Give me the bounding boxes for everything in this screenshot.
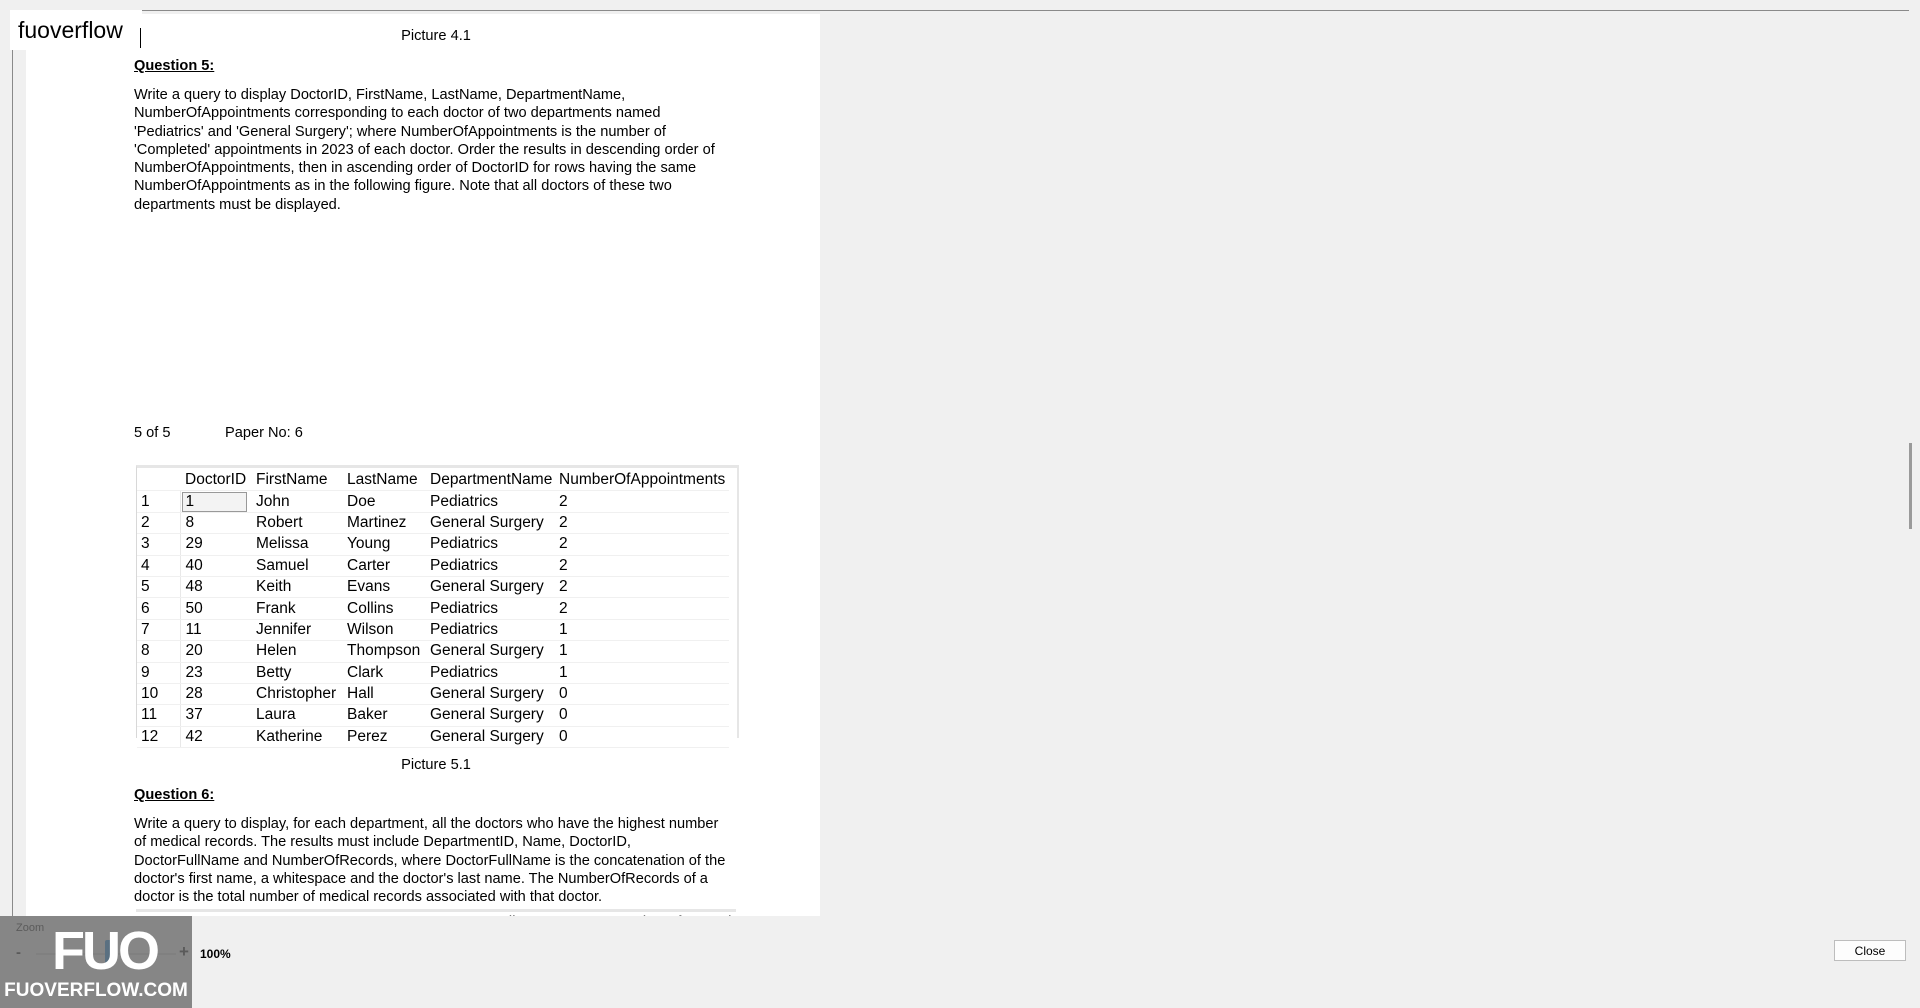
table-cell[interactable]: 0 bbox=[554, 726, 729, 747]
table-cell[interactable]: 1 bbox=[554, 662, 729, 683]
vertical-scrollbar-thumb[interactable] bbox=[1909, 443, 1912, 529]
table-cell[interactable]: Clark bbox=[342, 662, 425, 683]
table-cell[interactable]: John bbox=[251, 491, 342, 512]
table-cell[interactable]: 2 bbox=[554, 555, 729, 576]
selected-cell[interactable]: 1 bbox=[182, 492, 247, 512]
table-cell[interactable]: 2 bbox=[554, 598, 729, 619]
table-cell[interactable]: 23 bbox=[180, 662, 251, 683]
col-departmentname: DepartmentName bbox=[425, 468, 554, 491]
table-cell[interactable]: Hall bbox=[342, 683, 425, 704]
table-cell[interactable]: General Surgery bbox=[425, 726, 554, 747]
table-cell[interactable] bbox=[180, 491, 251, 512]
table-row[interactable] bbox=[137, 576, 729, 597]
table-cell[interactable]: Carter bbox=[342, 555, 425, 576]
row-number[interactable]: 6 bbox=[137, 598, 180, 619]
table-cell[interactable]: General Surgery bbox=[425, 683, 554, 704]
caption-picture-4-1: Picture 4.1 bbox=[401, 28, 471, 44]
paper-number: Paper No: 6 bbox=[225, 425, 303, 441]
table-row[interactable] bbox=[137, 662, 729, 683]
pdf-page bbox=[26, 14, 820, 917]
row-number[interactable]: 5 bbox=[137, 576, 180, 597]
text-caret-icon bbox=[140, 28, 141, 48]
document-viewer[interactable] bbox=[12, 10, 1909, 917]
table-cell[interactable]: Perez bbox=[342, 726, 425, 747]
table-cell[interactable]: 29 bbox=[180, 534, 251, 555]
row-number[interactable]: 8 bbox=[137, 641, 180, 662]
table-cell[interactable]: General Surgery bbox=[425, 705, 554, 726]
table-cell[interactable]: Thompson bbox=[342, 641, 425, 662]
col-doctorid: DoctorID bbox=[180, 468, 251, 491]
table-cell[interactable]: Pediatrics bbox=[425, 619, 554, 640]
table-cell[interactable]: 2 bbox=[554, 491, 729, 512]
table-cell[interactable]: Evans bbox=[342, 576, 425, 597]
table-cell[interactable]: Baker bbox=[342, 705, 425, 726]
row-number[interactable]: 7 bbox=[137, 619, 180, 640]
table-cell[interactable]: 2 bbox=[554, 576, 729, 597]
table-cell[interactable]: Katherine bbox=[251, 726, 342, 747]
row-number[interactable]: 12 bbox=[137, 726, 180, 747]
row-number[interactable]: 10 bbox=[137, 683, 180, 704]
table-cell[interactable]: Pediatrics bbox=[425, 662, 554, 683]
table-cell[interactable]: 0 bbox=[554, 683, 729, 704]
table-cell[interactable]: General Surgery bbox=[425, 641, 554, 662]
row-number[interactable]: 1 bbox=[137, 491, 180, 512]
question-5-text: Write a query to display DoctorID, FirstName, LastName, DepartmentName, NumberOfAppointments corresponding to each doctor of two departments named 'Pediatrics' and 'General Surgery'; where NumberOfAppointments is the number of 'Completed' appointments in 2023 of each doctor. Order the results in descending order of NumberOfAppointments, then in ascending order of DoctorID for rows having the same NumberOfAppointments as in the following figure. Note that all doctors of these two departments must be displayed. bbox=[134, 87, 715, 213]
table-row[interactable] bbox=[137, 598, 729, 619]
table-cell[interactable]: Frank bbox=[251, 598, 342, 619]
table-cell[interactable]: 11 bbox=[180, 619, 251, 640]
table-row[interactable] bbox=[137, 534, 729, 555]
row-number[interactable]: 2 bbox=[137, 512, 180, 533]
table-cell[interactable]: Wilson bbox=[342, 619, 425, 640]
table-cell[interactable]: Pediatrics bbox=[425, 491, 554, 512]
result-grid bbox=[136, 465, 739, 745]
table-cell[interactable]: General Surgery bbox=[425, 512, 554, 533]
table-cell[interactable]: 20 bbox=[180, 641, 251, 662]
table-row[interactable] bbox=[137, 555, 729, 576]
table-cell[interactable]: 0 bbox=[554, 705, 729, 726]
table-cell[interactable]: Samuel bbox=[251, 555, 342, 576]
table-cell[interactable]: Betty bbox=[251, 662, 342, 683]
table-cell[interactable]: Martinez bbox=[342, 512, 425, 533]
question-6-text: Write a query to display, for each department, all the doctors who have the highest number of medical records. The results must include DepartmentID, Name, DoctorID, DoctorFullName and NumberOfRecords, where DoctorFullName is the concatenation of the doctor's first name, a whitespace and the doctor's last name. The NumberOfRecords of a doctor is the total number of medical records associated with that doctor. bbox=[134, 816, 726, 906]
table-cell[interactable]: 1 bbox=[554, 619, 729, 640]
table-cell[interactable]: 1 bbox=[554, 641, 729, 662]
table-cell[interactable]: Christopher bbox=[251, 683, 342, 704]
grid-header-row bbox=[137, 468, 729, 491]
table-cell[interactable]: General Surgery bbox=[425, 576, 554, 597]
bottom-toolbar bbox=[0, 916, 1920, 1008]
close-button[interactable]: Close bbox=[1834, 940, 1906, 961]
table-cell[interactable]: 42 bbox=[180, 726, 251, 747]
table-cell[interactable]: 37 bbox=[180, 705, 251, 726]
table-row[interactable] bbox=[137, 683, 729, 704]
row-number[interactable]: 4 bbox=[137, 555, 180, 576]
app-title: fuoverflow bbox=[10, 10, 142, 50]
table-cell[interactable]: 40 bbox=[180, 555, 251, 576]
question-6-heading: Question 6: bbox=[134, 787, 215, 803]
table-cell[interactable]: Pediatrics bbox=[425, 534, 554, 555]
table-cell[interactable]: Jennifer bbox=[251, 619, 342, 640]
page-number: 5 of 5 bbox=[134, 425, 171, 441]
watermark-logo-mark: FUO bbox=[52, 921, 157, 981]
table-row[interactable] bbox=[137, 726, 729, 747]
table-cell[interactable]: Young bbox=[342, 534, 425, 555]
row-number[interactable]: 11 bbox=[137, 705, 180, 726]
row-number[interactable]: 9 bbox=[137, 662, 180, 683]
col-numberofappointments: NumberOfAppointments bbox=[554, 468, 729, 491]
table-cell[interactable]: Pediatrics bbox=[425, 555, 554, 576]
table-cell[interactable]: Pediatrics bbox=[425, 598, 554, 619]
question-5-heading: Question 5: bbox=[134, 58, 215, 74]
table-cell[interactable]: 2 bbox=[554, 534, 729, 555]
table-cell[interactable]: Robert bbox=[251, 512, 342, 533]
table-row[interactable] bbox=[137, 641, 729, 662]
table-cell[interactable]: Collins bbox=[342, 598, 425, 619]
table-row[interactable] bbox=[137, 491, 729, 512]
table-cell[interactable]: Helen bbox=[251, 641, 342, 662]
watermark-text: FUOVERFLOW.COM bbox=[4, 980, 188, 1001]
watermark-logo bbox=[0, 916, 192, 1008]
table-cell[interactable]: Laura bbox=[251, 705, 342, 726]
col-firstname: FirstName bbox=[251, 468, 342, 491]
table-cell[interactable]: 2 bbox=[554, 512, 729, 533]
table-cell[interactable]: 48 bbox=[180, 576, 251, 597]
table-cell[interactable]: Doe bbox=[342, 491, 425, 512]
table-cell[interactable]: 8 bbox=[180, 512, 251, 533]
table-cell[interactable]: 50 bbox=[180, 598, 251, 619]
table-cell[interactable]: Melissa bbox=[251, 534, 342, 555]
table-row[interactable] bbox=[137, 512, 729, 533]
table-cell[interactable]: Keith bbox=[251, 576, 342, 597]
table-cell[interactable]: 28 bbox=[180, 683, 251, 704]
col-lastname: LastName bbox=[342, 468, 425, 491]
zoom-value: 100% bbox=[200, 947, 231, 961]
caption-picture-5-1: Picture 5.1 bbox=[401, 757, 471, 773]
row-number[interactable]: 3 bbox=[137, 534, 180, 555]
table-row[interactable] bbox=[137, 619, 729, 640]
table-row[interactable] bbox=[137, 705, 729, 726]
